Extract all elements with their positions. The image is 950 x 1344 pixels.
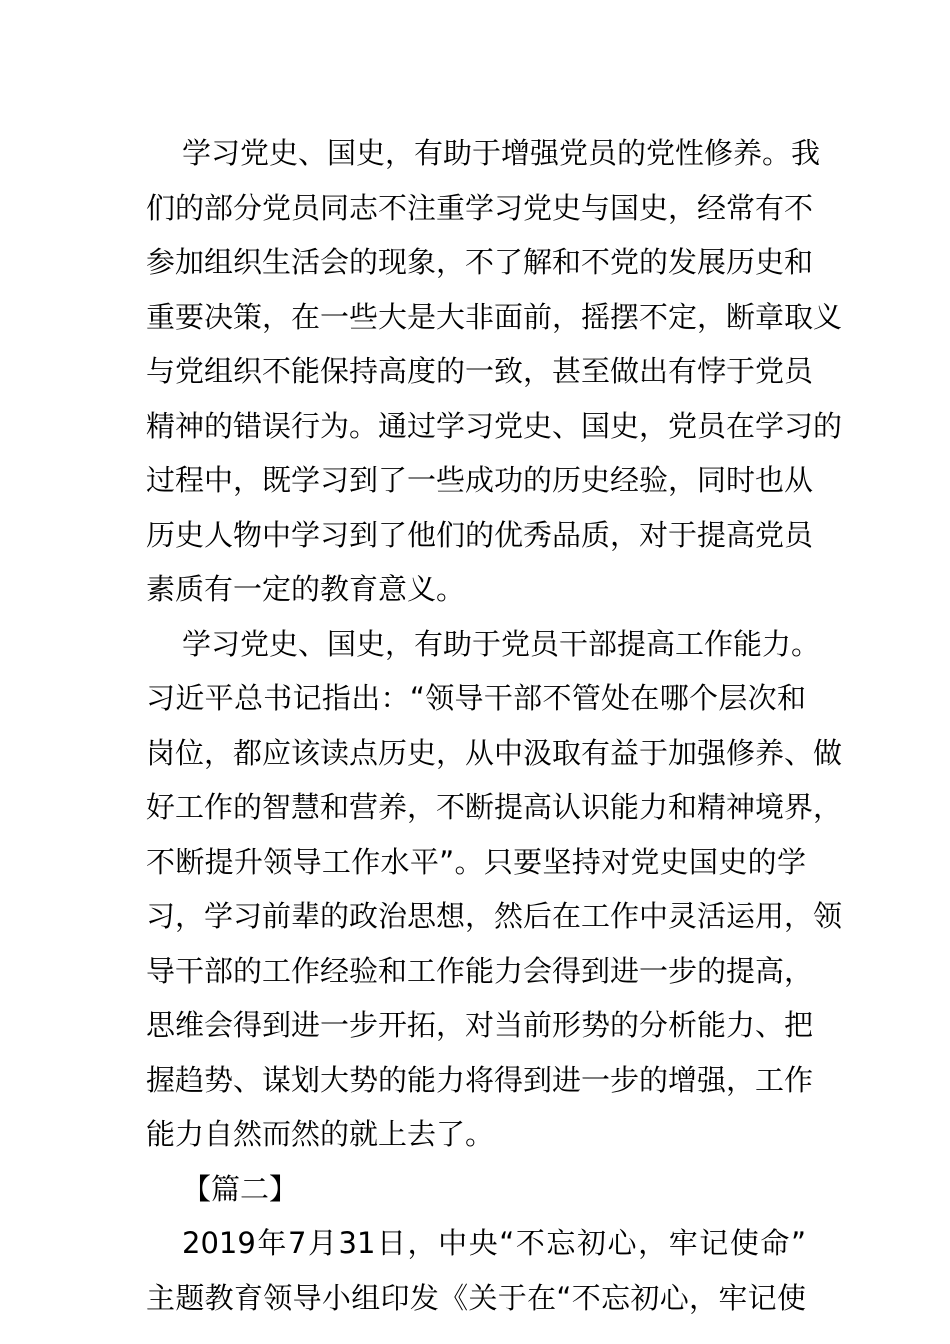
section-heading [146, 1162, 806, 1217]
paragraph-party-history-cultivation [146, 126, 843, 617]
paragraph-line: 学习党史、国史，有助于党员干部提高工作能力。 [182, 626, 821, 661]
paragraph-line: 习近平总书记指出：“领导干部不管处在哪个层次和 [146, 681, 806, 715]
paragraph-line: 习，学习前辈的政治思想，然后在工作中灵活运用，领 [146, 899, 843, 933]
paragraph-line: 们的部分党员同志不注重学习党史与国史，经常有不 [146, 190, 814, 225]
paragraph-line: 重要决策，在一些大是大非面前，摇摆不定，断章取义 [146, 299, 843, 334]
paragraph-line: 精神的错误行为。通过学习党史、国史，党员在学习的 [146, 408, 843, 443]
paragraph-line: 参加组织生活会的现象，不了解和不党的发展历史和 [146, 245, 814, 279]
paragraph-line: 主题教育领导小组印发《关于在“不忘初心，牢记使 [146, 1280, 806, 1315]
paragraph-work-ability [146, 617, 843, 1162]
paragraph-line: 握趋势、谋划大势的能力将得到进一步的增强，工作 [146, 1062, 814, 1097]
paragraph-line: 岗位，都应该读点历史，从中汲取有益于加强修养、做 [146, 735, 843, 770]
paragraph-line: 思维会得到进一步开拓，对当前形势的分析能力、把 [146, 1008, 814, 1042]
paragraph-line: 2019年7月31日，中央“不忘初心，牢记使命” [182, 1226, 806, 1260]
paragraph-line: 好工作的智慧和营养，不断提高认识能力和精神境界， [146, 790, 843, 824]
document-body [146, 126, 843, 1325]
paragraph-line: 历史人物中学习到了他们的优秀品质，对于提高党员 [146, 517, 814, 552]
paragraph-theme-education [146, 1216, 806, 1325]
section-heading-text: 【篇二】 [182, 1171, 299, 1206]
paragraph-line: 与党组织不能保持高度的一致，甚至做出有悖于党员 [146, 354, 814, 388]
paragraph-line: 导干部的工作经验和工作能力会得到进一步的提高， [146, 953, 814, 988]
paragraph-line: 素质有一定的教育意义。 [146, 572, 466, 606]
paragraph-line: 能力自然而然的就上去了。 [146, 1117, 495, 1151]
paragraph-line: 过程中，既学习到了一些成功的历史经验，同时也从 [146, 463, 814, 497]
paragraph-line: 学习党史、国史，有助于增强党员的党性修养。我 [182, 136, 821, 170]
paragraph-line: 不断提升领导工作水平”。只要坚持对党史国史的学 [146, 844, 806, 879]
